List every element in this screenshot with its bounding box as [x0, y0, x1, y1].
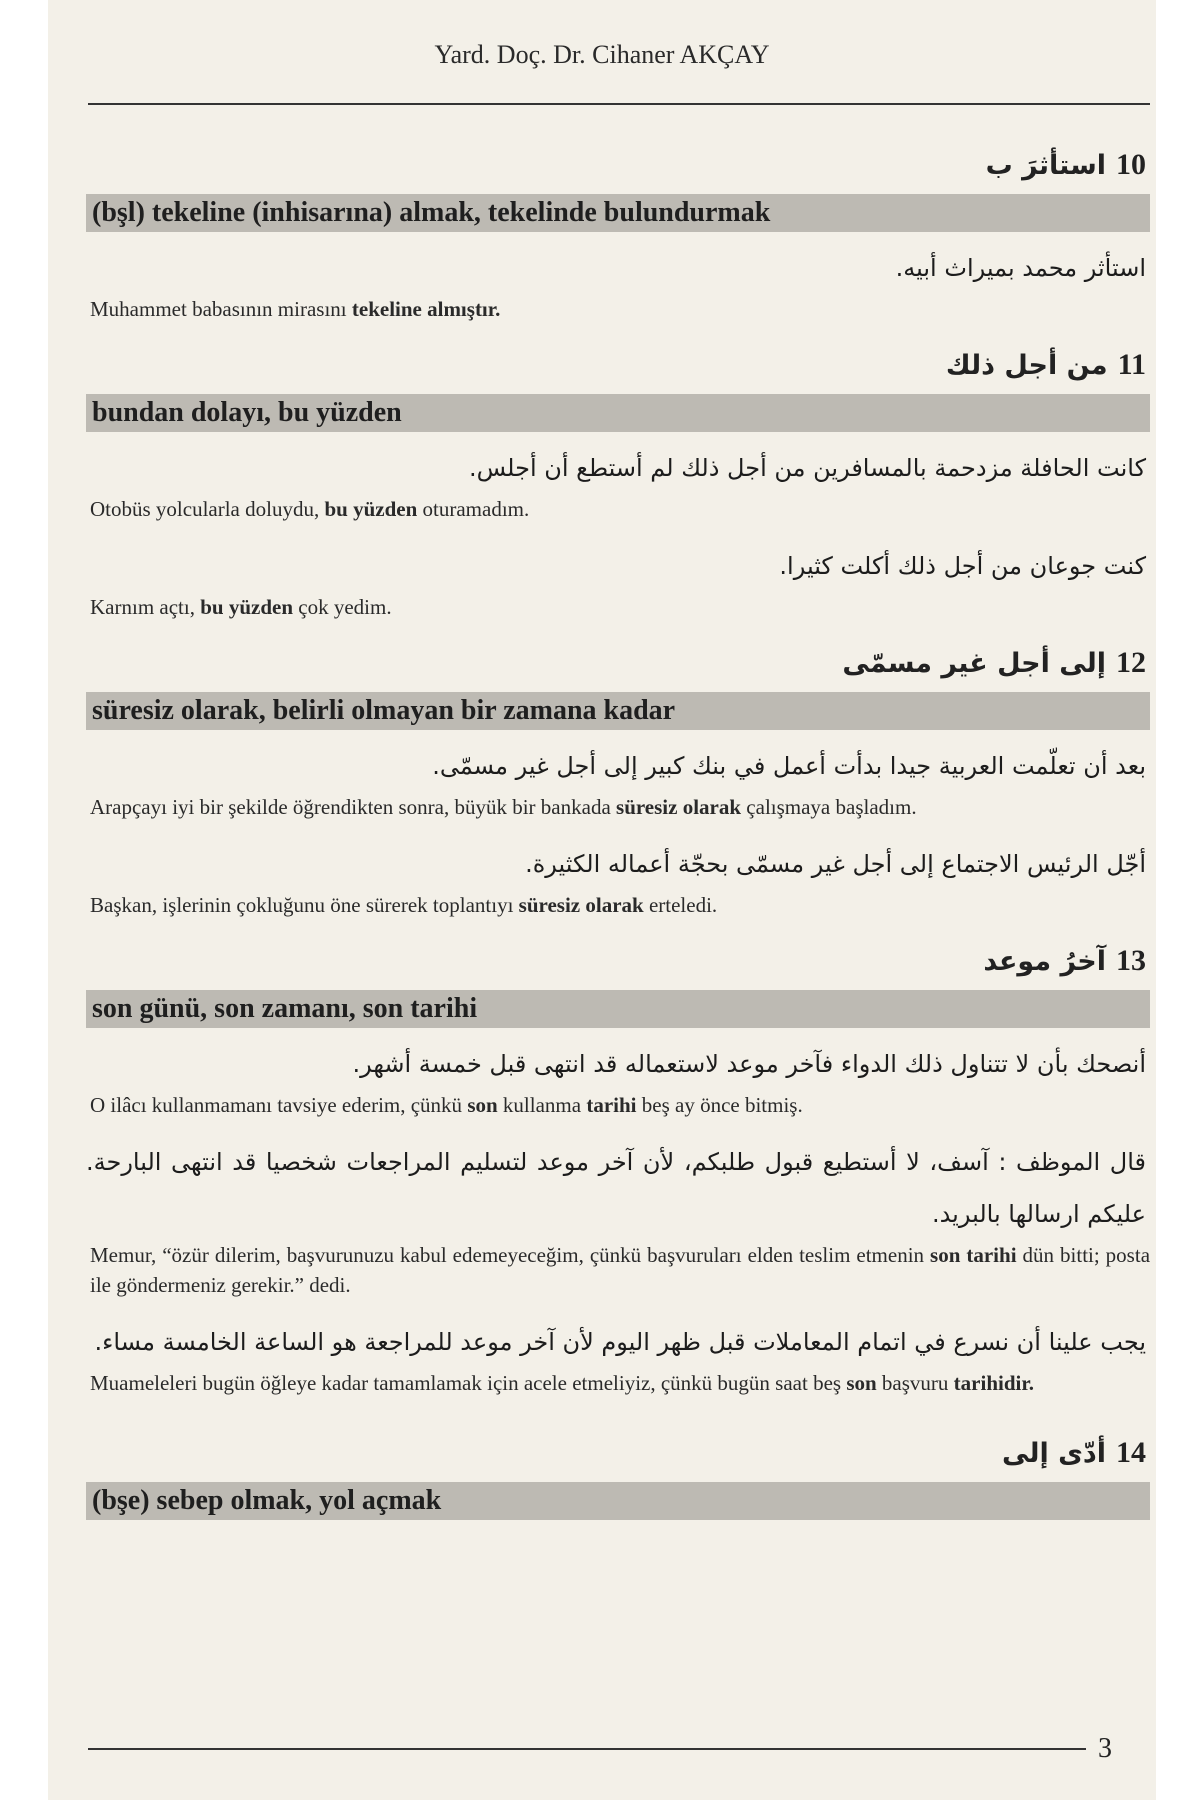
- arabic-example: يجب علينا أن نسرع في اتمام المعاملات قبل ظهر اليوم لأن آخر موعد للمراجعة هو الساعة الخامسة مساء.: [94, 1328, 1146, 1356]
- entry-term: أدّى إلى: [1002, 1438, 1106, 1469]
- entry-heading: [86, 340, 1150, 390]
- text-segment: çok yedim.: [293, 595, 392, 619]
- text-segment: Otobüs yolcularla doluydu,: [90, 497, 325, 521]
- bold-phrase: tekeline almıştır.: [351, 297, 501, 321]
- page-content: [86, 140, 1150, 1530]
- turkish-translation: [86, 294, 1150, 324]
- text-segment: başvuru: [876, 1371, 954, 1395]
- arabic-example: استأثر محمد بميراث أبيه.: [895, 254, 1146, 282]
- bold-phrase: tarihi: [586, 1093, 637, 1117]
- text-segment: Muameleleri bugün öğleye kadar tamamlamak için acele etmeliyiz, çünkü bugün saat beş: [90, 1371, 847, 1395]
- entry-meaning: son günü, son zamanı, son tarihi: [86, 990, 1150, 1028]
- bold-phrase: tarihidir.: [953, 1371, 1034, 1395]
- entry-number: 10: [1116, 148, 1146, 181]
- footer-divider: [88, 1748, 1086, 1750]
- page-number: 3: [1098, 1733, 1112, 1764]
- header-divider: [88, 103, 1150, 105]
- turkish-translation: [86, 1240, 1150, 1300]
- bold-phrase: son tarihi: [930, 1243, 1017, 1267]
- arabic-example: كانت الحافلة مزدحمة بالمسافرين من أجل ذلك لم أستطع أن أجلس.: [468, 454, 1146, 482]
- book-page: [48, 0, 1156, 1800]
- bold-phrase: süresiz olarak: [518, 893, 644, 917]
- arabic-example: أنصحك بأن لا تتناول ذلك الدواء فآخر موعد لاستعماله قد انتهى قبل خمسة أشهر.: [352, 1050, 1146, 1078]
- text-segment: O ilâcı kullanmamanı tavsiye ederim, çünkü: [90, 1093, 468, 1117]
- entry-number: 12: [1116, 646, 1146, 679]
- bold-phrase: bu yüzden: [200, 595, 294, 619]
- entry-term: من أجل ذلك: [945, 350, 1108, 381]
- text-segment: Arapçayı iyi bir şekilde öğrendikten sonra, büyük bir bankada: [90, 795, 617, 819]
- text-segment: oturamadım.: [417, 497, 530, 521]
- text-segment: beş ay önce bitmiş.: [636, 1093, 803, 1117]
- entry-heading: [86, 1428, 1150, 1478]
- entry-term: استأثرَ ب: [985, 150, 1106, 181]
- entry-meaning: bundan dolayı, bu yüzden: [86, 394, 1150, 432]
- arabic-example: أجّل الرئيس الاجتماع إلى أجل غير مسمّى بحجّة أعماله الكثيرة.: [525, 850, 1146, 878]
- text-segment: çalışmaya başladım.: [741, 795, 917, 819]
- text-segment: erteledi.: [643, 893, 718, 917]
- arabic-example: قال الموظف : آسف، لا أستطيع قبول طلبكم، لأن آخر موعد لتسليم المراجعات شخصيا قد انتهى البارحة. عليكم ارسالها بالبريد.: [86, 1148, 1146, 1228]
- bold-phrase: son: [467, 1093, 498, 1117]
- page-header: Yard. Doç. Dr. Cihaner AKÇAY: [434, 40, 770, 69]
- turkish-translation: [86, 890, 1150, 920]
- turkish-translation: [86, 494, 1150, 524]
- arabic-example: كنت جوعان من أجل ذلك أكلت كثيرا.: [779, 552, 1146, 580]
- bold-phrase: süresiz olarak: [616, 795, 742, 819]
- turkish-translation: [86, 1368, 1150, 1398]
- arabic-example: بعد أن تعلّمت العربية جيدا بدأت أعمل في بنك كبير إلى أجل غير مسمّى.: [432, 752, 1146, 780]
- text-segment: kullanma: [497, 1093, 587, 1117]
- entry-heading: [86, 936, 1150, 986]
- entry-heading: [86, 140, 1150, 190]
- text-segment: Karnım açtı,: [90, 595, 201, 619]
- text-segment: dün bitti; posta ile göndermeniz gerekir.” dedi.: [90, 1243, 1151, 1297]
- turkish-translation: [86, 1090, 1150, 1120]
- entry-term: آخرُ موعد: [983, 946, 1106, 977]
- entry-meaning: süresiz olarak, belirli olmayan bir zamana kadar: [86, 692, 1150, 730]
- entry-meaning: (bşl) tekeline (inhisarına) almak, tekelinde bulundurmak: [86, 194, 1150, 232]
- bold-phrase: son: [846, 1371, 877, 1395]
- text-segment: Memur, “özür dilerim, başvurunuzu kabul edemeyeceğim, çünkü başvuruları elden teslim etmenin: [90, 1243, 931, 1267]
- entry-term: إلى أجل غير مسمّى: [842, 648, 1106, 679]
- turkish-translation: [86, 792, 1150, 822]
- entry-number: 13: [1116, 944, 1146, 977]
- text-segment: Başkan, işlerinin çokluğunu öne sürerek toplantıyı: [90, 893, 519, 917]
- turkish-translation: [86, 592, 1150, 622]
- entry-number: 11: [1117, 348, 1146, 381]
- bold-phrase: bu yüzden: [324, 497, 418, 521]
- entry-meaning: (bşe) sebep olmak, yol açmak: [86, 1482, 1150, 1520]
- entry-number: 14: [1116, 1436, 1146, 1469]
- entry-heading: [86, 638, 1150, 688]
- text-segment: Muhammet babasının mirasını: [90, 297, 352, 321]
